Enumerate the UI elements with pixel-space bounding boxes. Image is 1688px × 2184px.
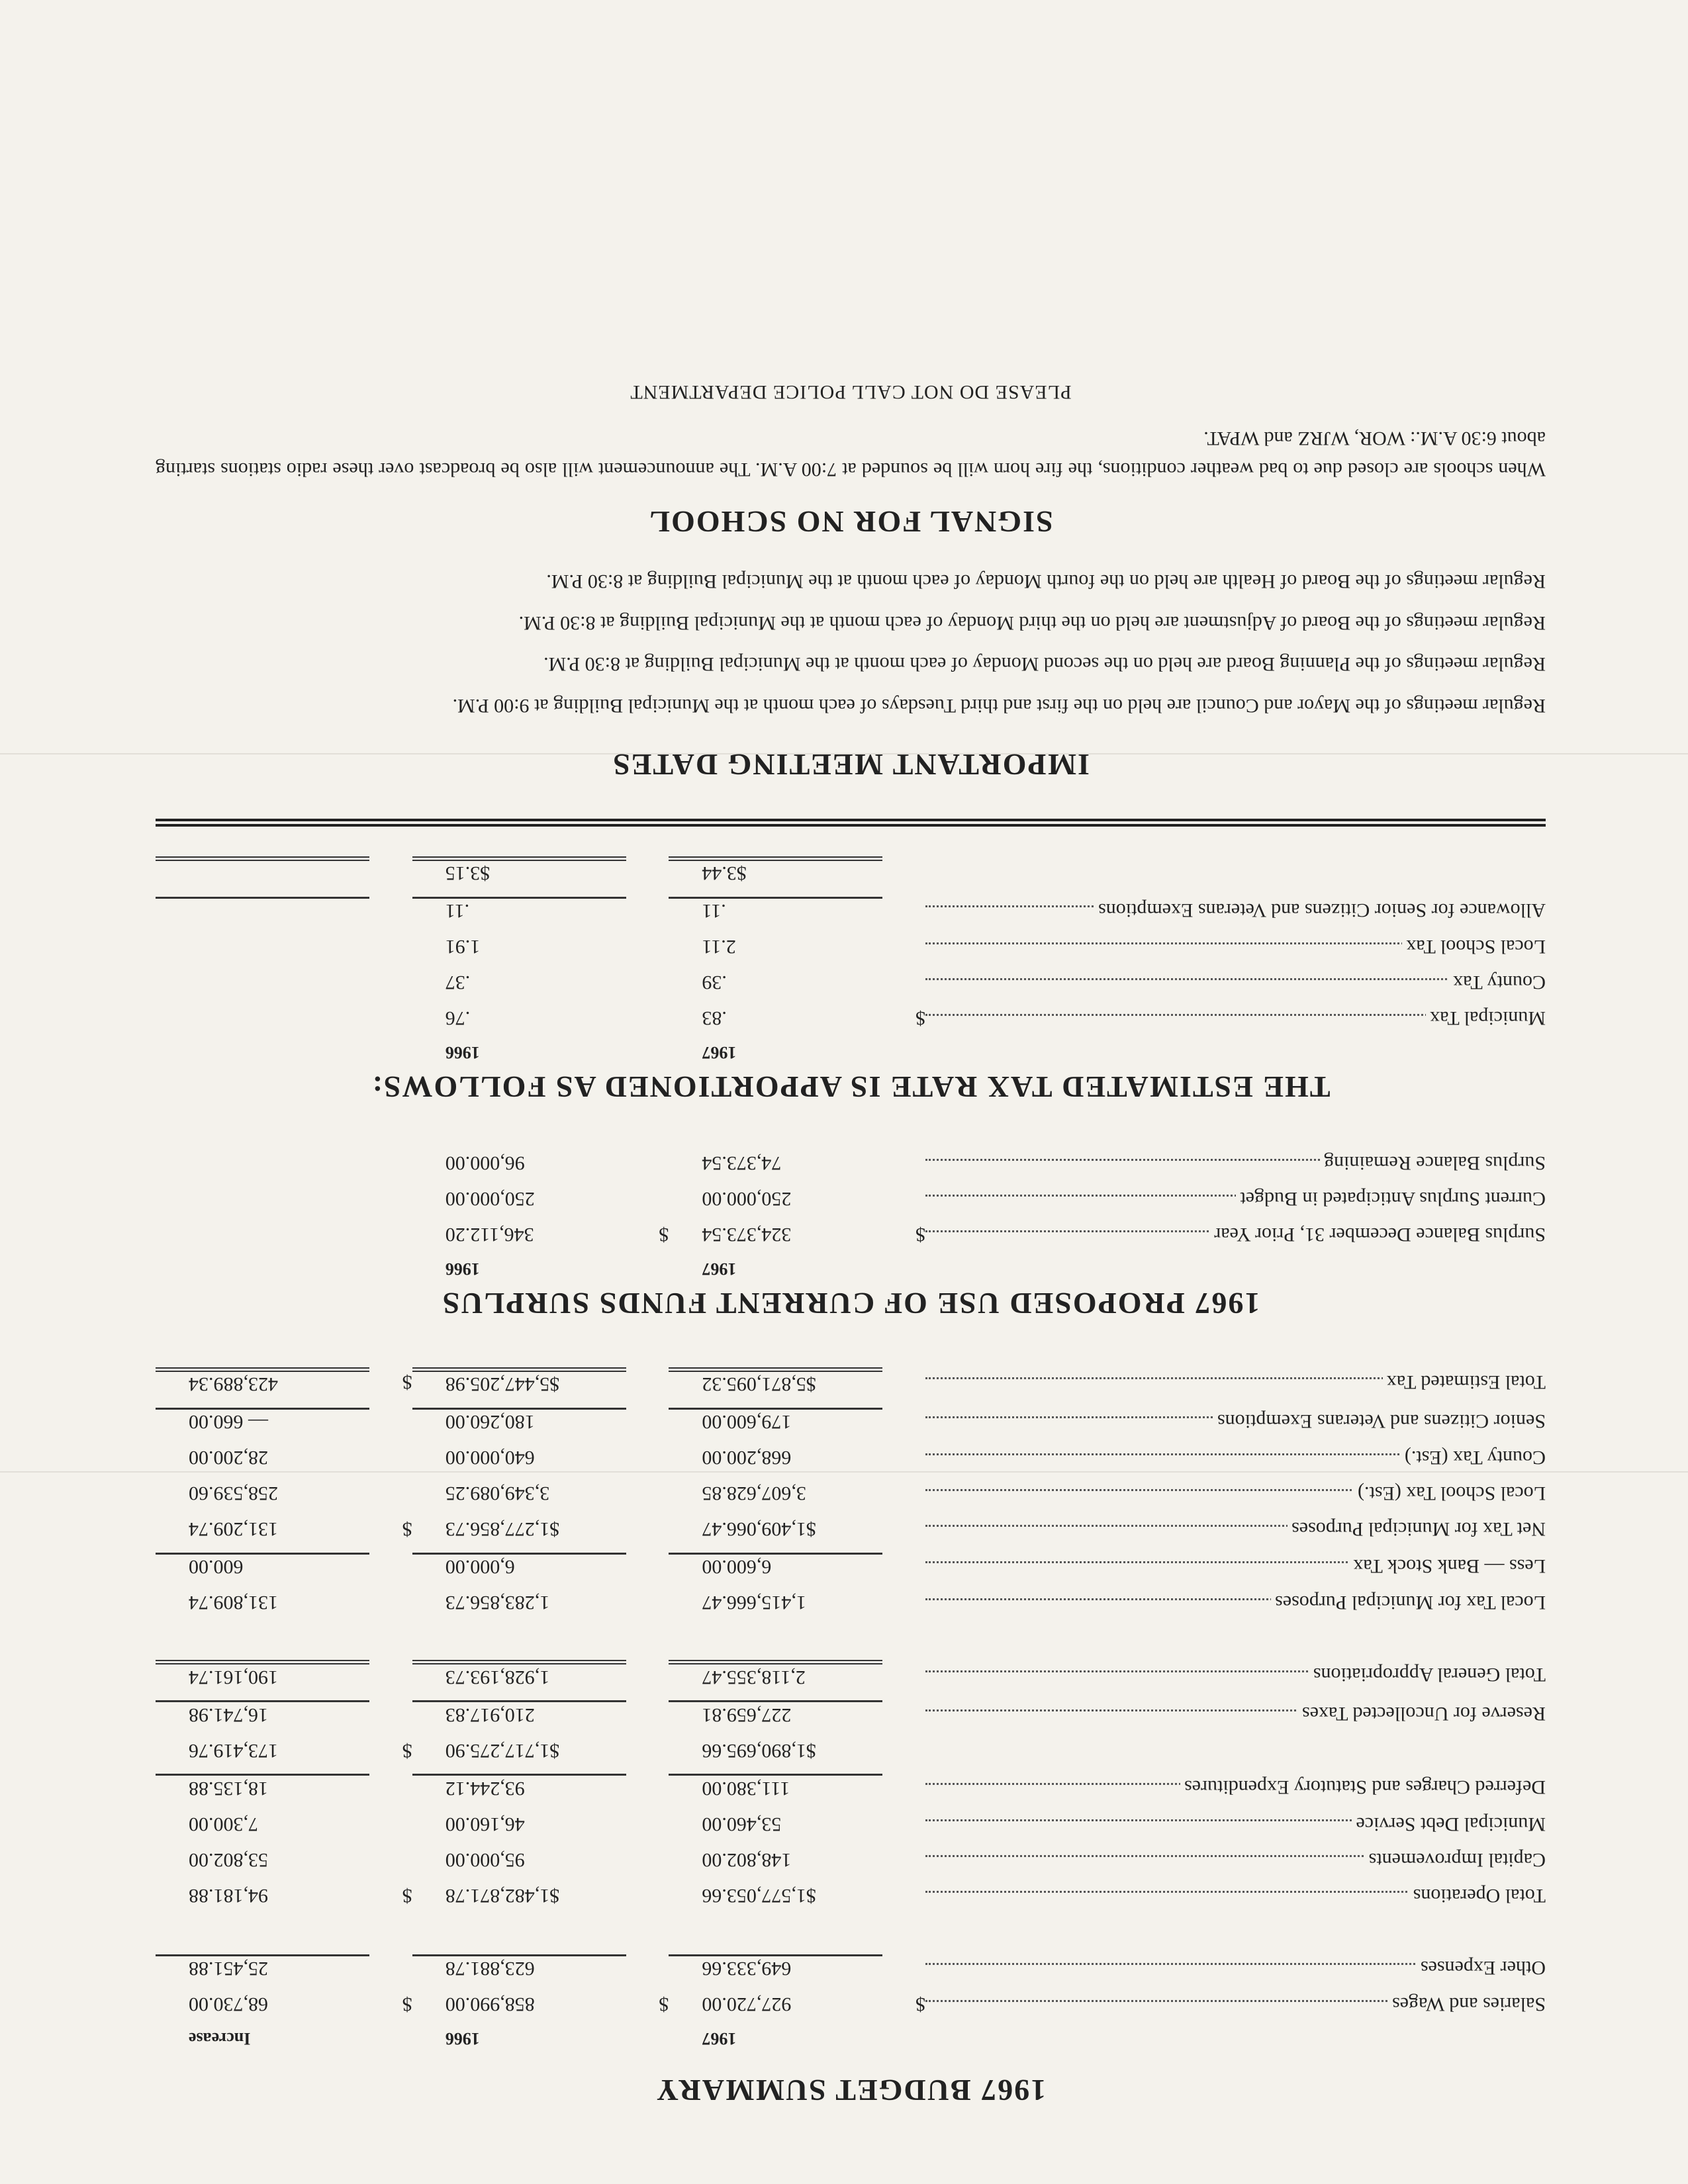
budget-currency-1966 (626, 1590, 669, 1626)
budget-table (156, 1367, 1546, 2056)
budget-row (156, 1554, 1546, 1591)
surplus-header-1966: 1966 (445, 1259, 480, 1279)
surplus-row-label (925, 1222, 1546, 1258)
taxrate-row-label (925, 1006, 1546, 1042)
budget-value-increase: 18,135.88 (156, 1775, 369, 1812)
surplus-value-1967: 324,373.54 (702, 1224, 792, 1246)
budget-row-label-text: Local Tax for Municipal Purposes (1271, 1592, 1546, 1614)
surplus-table (156, 1151, 1546, 1286)
budget-row-label-text: Reserve for Uncollected Taxes (1298, 1704, 1546, 1725)
budget-currency-increase: $ (402, 1885, 412, 1907)
budget-currency-1966 (626, 1812, 669, 1848)
taxrate-empty (156, 898, 369, 935)
surplus-value-1966: 250,000.00 (445, 1188, 535, 1210)
budget-currency-1966 (626, 1554, 669, 1591)
budget-value-1967: 668,200.00 (702, 1447, 792, 1469)
budget-currency-increase (369, 1409, 412, 1446)
budget-currency-1967 (882, 1956, 925, 1993)
budget-value-increase: — 660.00 (156, 1409, 369, 1446)
budget-row (156, 1956, 1546, 1993)
budget-currency-increase (369, 1848, 412, 1884)
budget-currency-1966 (626, 1481, 669, 1517)
budget-value-1967: 111,380.00 (669, 1775, 882, 1812)
taxrate-row (156, 1006, 1546, 1042)
budget-currency-increase: $ (402, 1371, 412, 1393)
taxrate-currency-1966 (626, 859, 669, 898)
taxrate-value-1966: .11 (412, 898, 626, 935)
budget-currency-1966 (626, 1517, 669, 1554)
budget-row-label (925, 1445, 1546, 1481)
police-notice: PLEASE DO NOT CALL POLICE DEPARTMENT (630, 381, 1072, 403)
taxrate-currency-1966 (626, 898, 669, 935)
budget-currency-1966 (626, 1956, 669, 1993)
budget-currency-increase (369, 1481, 412, 1517)
budget-header-row (156, 2028, 1546, 2056)
budget-value-1966: 180,260.00 (412, 1409, 626, 1446)
budget-row (156, 1884, 1546, 1919)
surplus-currency-1966 (626, 1151, 669, 1187)
taxrate-title: THE ESTIMATED TAX RATE IS APPORTIONED AS FOLLOWS: (371, 1070, 1331, 1104)
taxrate-empty (156, 1006, 369, 1042)
budget-row-label (925, 1481, 1546, 1517)
meeting-planning-board: Regular meetings of the Planning Board are held on the second Monday of each month at the Municipal Building at 8:30 P.M. (543, 653, 1546, 676)
meeting-board-of-adjustment: Regular meetings of the Board of Adjustment are held on the third Monday of each month at the Municipal Building at 8:30 P.M. (518, 612, 1546, 634)
surplus-header-row (156, 1258, 1546, 1286)
taxrate-currency-1967: $ (915, 1007, 926, 1030)
budget-row-label (925, 1775, 1546, 1812)
taxrate-value-1967: .39 (702, 972, 727, 994)
budget-spacer (156, 1626, 1546, 1662)
taxrate-header-row (156, 1042, 1546, 1069)
budget-value-increase: 258,539.60 (189, 1482, 278, 1505)
budget-row-label (925, 1739, 1546, 1776)
budget-value-increase: 131,209.74 (189, 1518, 278, 1541)
surplus-empty (369, 1222, 412, 1258)
budget-value-1967: 649,333.66 (669, 1956, 882, 1993)
budget-value-1967: 3,607,628.85 (702, 1482, 806, 1505)
budget-currency-increase (369, 1812, 412, 1848)
budget-row-label-text: Less — Bank Stock Tax (1349, 1555, 1546, 1577)
taxrate-row-label (925, 898, 1546, 935)
budget-value-1966: $1,277,856.73 (445, 1518, 560, 1541)
taxrate-empty (369, 970, 412, 1006)
budget-row-label-text: Other Expenses (1417, 1957, 1546, 1979)
budget-row (156, 1848, 1546, 1884)
taxrate-currency-1966 (626, 970, 669, 1006)
budget-currency-1967 (882, 1445, 925, 1481)
budget-spacer (156, 1919, 1546, 1956)
budget-value-1966: $1,717,275.90 (445, 1740, 560, 1762)
taxrate-value-1966: 1.91 (445, 936, 481, 958)
budget-value-increase: 16,741.98 (156, 1702, 369, 1739)
taxrate-currency-1967 (882, 898, 925, 935)
budget-value-1966: 3,349,089.25 (445, 1482, 550, 1505)
taxrate-row (156, 859, 1546, 898)
section-divider (156, 819, 1546, 827)
taxrate-row-label-text: County Tax (1449, 972, 1546, 994)
budget-row-label-text: County Tax (Est.) (1401, 1447, 1546, 1469)
taxrate-currency-1966 (626, 934, 669, 970)
signal-title: SIGNAL FOR NO SCHOOL (648, 505, 1053, 539)
surplus-currency-1967 (882, 1151, 925, 1187)
budget-currency-1967 (882, 1884, 925, 1919)
budget-currency-1967 (882, 1775, 925, 1812)
budget-value-1967: 148,802.00 (702, 1849, 792, 1871)
surplus-row-label-text: Surplus Balance Remaining (1320, 1153, 1546, 1175)
taxrate-value-1966: .76 (445, 1007, 471, 1030)
budget-currency-1967 (882, 1481, 925, 1517)
surplus-currency-1967 (882, 1187, 925, 1222)
taxrate-row (156, 934, 1546, 970)
surplus-value-1967: 74,373.54 (702, 1152, 782, 1175)
surplus-row-label-text: Current Surplus Anticipated in Budget (1236, 1189, 1546, 1210)
budget-currency-1967 (882, 1812, 925, 1848)
taxrate-empty (369, 859, 412, 898)
budget-header-increase: Increase (189, 2029, 251, 2048)
budget-value-1966: 858,990.00 (445, 1993, 535, 2016)
budget-currency-increase (369, 1775, 412, 1812)
taxrate-value-1967: .11 (669, 898, 882, 935)
surplus-row (156, 1222, 1546, 1258)
budget-value-1966: 1,283,856.73 (445, 1592, 550, 1614)
budget-value-increase: 190,161.74 (156, 1662, 369, 1702)
budget-currency-1966 (626, 1445, 669, 1481)
taxrate-row-label-text: Local School Tax (1402, 936, 1546, 958)
budget-row (156, 1517, 1546, 1554)
budget-currency-1967 (882, 1848, 925, 1884)
budget-value-1967: 1,415,666.47 (702, 1592, 806, 1614)
budget-value-1967: 927,720.00 (702, 1993, 792, 2016)
surplus-row (156, 1151, 1546, 1187)
taxrate-empty (156, 859, 369, 898)
surplus-row (156, 1187, 1546, 1222)
budget-row-label-text: Total Estimated Tax (1383, 1371, 1546, 1393)
budget-value-1966: 210,917.83 (412, 1702, 626, 1739)
budget-title: 1967 BUDGET SUMMARY (655, 2073, 1047, 2107)
surplus-empty (156, 1187, 369, 1222)
taxrate-value-1967: .83 (702, 1007, 727, 1030)
budget-row (156, 1662, 1546, 1702)
budget-row (156, 1590, 1546, 1626)
budget-row-label (925, 1662, 1546, 1702)
budget-value-1966: 640,000.00 (445, 1447, 535, 1469)
budget-currency-increase (369, 1702, 412, 1739)
budget-currency-increase (369, 1554, 412, 1591)
budget-value-1966: 623,881.78 (412, 1956, 626, 1993)
taxrate-header-1967: 1967 (702, 1043, 737, 1062)
budget-currency-1966 (626, 1884, 669, 1919)
budget-row-label-text: Capital Improvements (1365, 1849, 1546, 1871)
budget-row-label (925, 1554, 1546, 1591)
budget-currency-1967 (882, 1409, 925, 1446)
meeting-council: Regular meetings of the Mayor and Council are held on the first and third Tuesdays of each month at the Municipal Building at 9:00 P.M. (452, 695, 1546, 717)
surplus-empty (156, 1151, 369, 1187)
budget-value-1966: $1,482,871.78 (445, 1885, 560, 1907)
taxrate-currency-1967 (882, 934, 925, 970)
budget-row-label (925, 1884, 1546, 1919)
budget-value-1967: 227,659.81 (669, 1702, 882, 1739)
budget-currency-1967 (882, 1517, 925, 1554)
signal-text: When schools are closed due to bad weather conditions, the fire horn will be sounded at 7:00 A.M. The announcement will also be broadcast over these radio stations starting about 6:30 A.M.: WOR, WJRZ and WPAT. (156, 428, 1546, 480)
budget-currency-increase (369, 1956, 412, 1993)
budget-row-label-text: Salaries and Wages (1388, 1994, 1546, 2016)
taxrate-value-1967: $3.44 (669, 859, 882, 898)
taxrate-empty (369, 898, 412, 935)
surplus-value-1966: 346,112.20 (445, 1224, 534, 1246)
budget-value-1966: 6,000.00 (412, 1554, 626, 1591)
budget-currency-increase: $ (402, 1740, 412, 1762)
budget-row-label-text: Total Operations (1409, 1885, 1546, 1907)
budget-row (156, 1481, 1546, 1517)
budget-value-increase: 94,181.88 (189, 1885, 268, 1907)
budget-value-1966: 1,928,193.73 (412, 1662, 626, 1702)
budget-currency-1966 (626, 1409, 669, 1446)
taxrate-value-1966: $3.15 (412, 859, 626, 898)
taxrate-empty (156, 934, 369, 970)
surplus-currency-1966 (626, 1187, 669, 1222)
taxrate-currency-1967 (882, 859, 925, 898)
taxrate-row-label-text: Allowance for Senior Citizens and Veterans Exemptions (1094, 899, 1546, 921)
surplus-empty (156, 1222, 369, 1258)
budget-currency-1966: $ (659, 1993, 669, 2016)
surplus-row-label (925, 1187, 1546, 1222)
taxrate-empty (156, 970, 369, 1006)
budget-row-label-text: Senior Citizens and Veterans Exemptions (1213, 1410, 1546, 1432)
budget-currency-increase: $ (402, 1518, 412, 1541)
taxrate-row-label (925, 970, 1546, 1006)
taxrate-value-1967: 2.11 (702, 936, 736, 958)
budget-currency-1966 (626, 1662, 669, 1702)
surplus-value-1966: 96,000.00 (445, 1152, 525, 1175)
budget-currency-1967 (882, 1739, 925, 1776)
budget-value-increase: 28,200.00 (189, 1447, 268, 1469)
taxrate-currency-1966 (626, 1006, 669, 1042)
budget-value-1967: 2,118,355.47 (669, 1662, 882, 1702)
budget-value-1967: 53,460.00 (702, 1813, 782, 1835)
budget-value-1967: $1,409,066.47 (702, 1518, 816, 1541)
budget-currency-1966 (626, 1702, 669, 1739)
taxrate-row-label (925, 859, 1546, 898)
budget-row (156, 1409, 1546, 1446)
budget-row-label (925, 1590, 1546, 1626)
budget-header-label (925, 2028, 1546, 2056)
budget-value-1966: $5,447,205.98 (412, 1370, 626, 1409)
taxrate-empty (369, 1006, 412, 1042)
budget-value-increase: 600.00 (156, 1554, 369, 1591)
budget-value-increase: 53,802.00 (189, 1849, 268, 1871)
budget-value-1966: 46,160.00 (445, 1813, 525, 1835)
budget-value-increase: 131,809.74 (189, 1592, 278, 1614)
taxrate-header-label (925, 1042, 1546, 1069)
budget-currency-increase: $ (402, 1993, 412, 2016)
budget-row (156, 1992, 1546, 2028)
budget-header-1966: 1966 (445, 2029, 480, 2048)
budget-currency-1967 (882, 1370, 925, 1409)
meetings-title: IMPORTANT MEETING DATES (612, 748, 1090, 782)
budget-row (156, 1702, 1546, 1739)
budget-row-label-text: Deferred Charges and Statutory Expenditures (1180, 1777, 1546, 1799)
budget-value-1967: 179,600.00 (669, 1409, 882, 1446)
budget-currency-1967 (882, 1590, 925, 1626)
budget-row-label (925, 1812, 1546, 1848)
budget-row-label (925, 1409, 1546, 1446)
budget-value-1966: 93,244.12 (412, 1775, 626, 1812)
taxrate-row-label-text: Municipal Tax (1426, 1008, 1546, 1030)
budget-row (156, 1812, 1546, 1848)
budget-row-label (925, 1956, 1546, 1993)
surplus-title: 1967 PROPOSED USE OF CURRENT FUNDS SURPLUS (441, 1287, 1260, 1320)
surplus-header-1967: 1967 (702, 1259, 737, 1279)
surplus-currency-1967: $ (915, 1224, 926, 1246)
budget-value-increase: 423,889.34 (156, 1370, 369, 1409)
surplus-currency-1966: $ (659, 1224, 669, 1246)
budget-value-1967: $5,871,095.32 (669, 1370, 882, 1409)
budget-row (156, 1775, 1546, 1812)
budget-row-label (925, 1517, 1546, 1554)
document-content (156, 381, 1546, 2108)
taxrate-empty (369, 934, 412, 970)
budget-currency-1966 (626, 1370, 669, 1409)
meeting-board-of-health: Regular meetings of the Board of Health are held on the fourth Monday of each month at the Municipal Building at 8:30 P.M. (546, 570, 1546, 593)
budget-value-increase: 173,419.76 (189, 1740, 278, 1762)
budget-value-1967: $1,577,053.66 (702, 1885, 816, 1907)
budget-row (156, 1445, 1546, 1481)
budget-row-label-text: Municipal Debt Service (1352, 1813, 1546, 1835)
budget-row-label-text: Net Tax for Municipal Purposes (1288, 1519, 1546, 1541)
budget-row-label (925, 1992, 1546, 2028)
taxrate-row (156, 970, 1546, 1006)
surplus-row-label (925, 1151, 1546, 1187)
budget-row (156, 1739, 1546, 1776)
surplus-empty (369, 1151, 412, 1187)
budget-row-label (925, 1370, 1546, 1409)
budget-value-1966: 95,000.00 (445, 1849, 525, 1871)
budget-row-label (925, 1702, 1546, 1739)
taxrate-row-label (925, 934, 1546, 970)
taxrate-header-1966: 1966 (445, 1043, 480, 1062)
budget-value-1967: 6,600.00 (669, 1554, 882, 1591)
budget-currency-1966 (626, 1848, 669, 1884)
surplus-header-label (925, 1258, 1546, 1286)
budget-row-label (925, 1848, 1546, 1884)
budget-header-1967: 1967 (702, 2029, 737, 2048)
budget-currency-increase (369, 1590, 412, 1626)
budget-row-label-text: Local School Tax (Est.) (1354, 1483, 1546, 1505)
taxrate-value-1966: .37 (445, 972, 471, 994)
taxrate-row (156, 898, 1546, 935)
budget-value-increase: 7,300.00 (189, 1813, 258, 1835)
surplus-empty (369, 1187, 412, 1222)
budget-currency-1967: $ (915, 1993, 926, 2016)
budget-value-increase: 25,451.88 (156, 1956, 369, 1993)
budget-row-label-text: Total General Appropriations (1309, 1664, 1546, 1686)
taxrate-table (156, 856, 1546, 1069)
budget-currency-1966 (626, 1775, 669, 1812)
budget-row (156, 1370, 1546, 1409)
budget-currency-increase (369, 1662, 412, 1702)
taxrate-currency-1967 (882, 970, 925, 1006)
budget-value-1967: $1,890,695.66 (702, 1740, 816, 1762)
budget-currency-1967 (882, 1662, 925, 1702)
budget-currency-1967 (882, 1702, 925, 1739)
budget-currency-1966 (626, 1739, 669, 1776)
surplus-value-1967: 250,000.00 (702, 1188, 792, 1210)
budget-value-increase: 68,730.00 (189, 1993, 268, 2016)
budget-currency-increase (369, 1445, 412, 1481)
surplus-row-label-text: Surplus Balance December 31, Prior Year (1210, 1224, 1546, 1246)
budget-currency-1967 (882, 1554, 925, 1591)
